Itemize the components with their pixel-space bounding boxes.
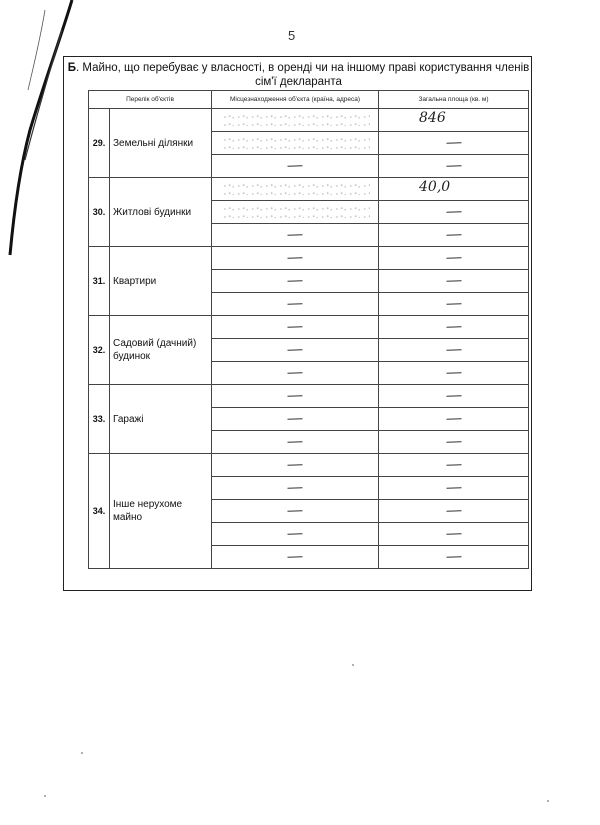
location-cell [212,431,379,454]
empty-dash [446,234,461,236]
page-number: 5 [288,28,296,43]
empty-dash [287,533,302,535]
location-cell [212,109,379,132]
row-label: Садовий (дачний) будинок [110,316,212,385]
location-cell [212,201,379,224]
location-cell [212,224,379,247]
empty-dash [287,464,302,466]
area-cell [379,546,529,569]
empty-dash [287,234,302,236]
empty-dash [446,165,461,167]
location-cell [212,132,379,155]
location-cell [212,362,379,385]
row-number: 32. [89,316,110,385]
table-row [89,109,529,132]
redacted-address [222,205,370,218]
row-label: Житлові будинки [110,178,212,247]
empty-dash [287,372,302,374]
row-number: 29. [89,109,110,178]
area-cell [379,132,529,155]
table-row [89,178,529,201]
area-cell [379,247,529,270]
empty-dash [287,418,302,420]
location-cell [212,477,379,500]
declaration-section [63,56,532,591]
table-header-row [89,91,529,109]
area-cell [379,408,529,431]
table-row [89,454,529,477]
location-cell [212,385,379,408]
area-cell [379,523,529,546]
row-label: Гаражі [110,385,212,454]
area-cell [379,362,529,385]
row-number: 33. [89,385,110,454]
location-cell [212,546,379,569]
area-cell [379,431,529,454]
empty-dash [446,556,461,558]
empty-dash [446,464,461,466]
area-cell [379,316,529,339]
empty-dash [446,510,461,512]
table-row [89,247,529,270]
table-row [89,385,529,408]
row-number: 31. [89,247,110,316]
table-row [89,316,529,339]
empty-dash [446,280,461,282]
empty-dash [287,280,302,282]
header-area: Загальна площа (кв. м) [379,91,529,109]
area-cell [379,109,529,132]
location-cell [212,247,379,270]
empty-dash [446,533,461,535]
redacted-address [222,113,370,126]
section-prefix: Б [67,62,76,74]
section-heading [64,61,533,89]
empty-dash [446,303,461,305]
header-objects: Перелік об'єктів [89,91,212,109]
location-cell [212,270,379,293]
empty-dash [446,142,461,144]
location-cell [212,500,379,523]
empty-dash [287,326,302,328]
row-label: Квартири [110,247,212,316]
row-number: 34. [89,454,110,569]
area-cell [379,155,529,178]
empty-dash [287,395,302,397]
area-cell [379,224,529,247]
location-cell [212,155,379,178]
area-cell [379,385,529,408]
scan-speck [352,664,354,666]
location-cell [212,293,379,316]
empty-dash [287,441,302,443]
area-cell [379,477,529,500]
scan-speck [44,795,46,797]
empty-dash [446,487,461,489]
empty-dash [287,556,302,558]
empty-dash [446,441,461,443]
empty-dash [446,326,461,328]
header-location: Місцезнаходження об'єкта (країна, адреса) [212,91,379,109]
row-label: Інше нерухоме майно [110,454,212,569]
empty-dash [287,165,302,167]
redacted-address [222,182,370,195]
empty-dash [446,418,461,420]
area-value: 846 [419,110,446,126]
area-cell [379,201,529,224]
area-cell [379,454,529,477]
area-cell [379,178,529,201]
redacted-address [222,136,370,149]
empty-dash [287,487,302,489]
scan-speck [81,752,83,754]
location-cell [212,523,379,546]
scan-speck [547,800,549,802]
location-cell [212,316,379,339]
area-cell [379,270,529,293]
empty-dash [287,510,302,512]
empty-dash [446,211,461,213]
empty-dash [446,372,461,374]
row-label: Земельні ділянки [110,109,212,178]
area-value: 40,0 [419,179,451,195]
empty-dash [287,303,302,305]
empty-dash [446,349,461,351]
location-cell [212,454,379,477]
property-table [88,90,529,569]
row-number: 30. [89,178,110,247]
area-cell [379,293,529,316]
empty-dash [287,257,302,259]
empty-dash [446,257,461,259]
location-cell [212,408,379,431]
area-cell [379,500,529,523]
empty-dash [287,349,302,351]
empty-dash [446,395,461,397]
location-cell [212,178,379,201]
section-heading-text: . Майно, що перебуває у власності, в оренді чи на іншому праві користування членів сім'ї декларанта [75,62,530,88]
location-cell [212,339,379,362]
area-cell [379,339,529,362]
